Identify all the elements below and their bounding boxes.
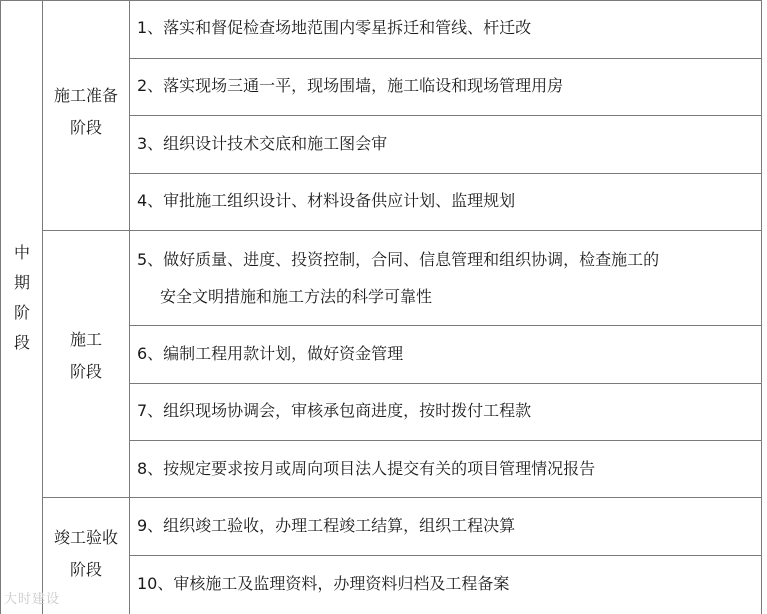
row-divider: [129, 325, 762, 326]
row-divider: [129, 115, 762, 116]
table-row-item-1: 1、落实和督促检查场地范围内零星拆迁和管线、杆迁改: [137, 18, 532, 37]
table-row-item-7: 7、组织现场协调会，审核承包商进度，按时拨付工程款: [137, 401, 532, 420]
phase-char: 期: [13, 273, 30, 292]
phase-char: 段: [13, 333, 30, 352]
stage-name-line: 阶段: [69, 118, 102, 137]
table-row-item-8: 8、按规定要求按月或周向项目法人提交有关的项目管理情况报告: [137, 459, 596, 478]
table-row-item-4: 4、审批施工组织设计、材料设备供应计划、监理规划: [137, 191, 516, 210]
stage-name-preparation: [43, 80, 129, 144]
row-divider: [129, 173, 762, 174]
phase-char: 中: [13, 243, 30, 262]
stage-name-line: 竣工验收: [53, 528, 118, 547]
phase-char: 阶: [13, 303, 30, 322]
table-row-item-10: 10、审核施工及监理资料，办理资料归档及工程备案: [137, 574, 510, 593]
table-border-top: [0, 0, 762, 1]
row-divider: [129, 58, 762, 59]
stage-name-line: 施工: [69, 330, 102, 349]
stage-name-acceptance: [43, 522, 129, 586]
table-row-item-2: 2、落实现场三通一平，现场围墙，施工临设和现场管理用房: [137, 76, 564, 95]
stage-name-construction: [43, 324, 129, 388]
table-border-right: [761, 0, 762, 614]
table-border-left: [0, 0, 1, 614]
table-row-item-5-line-2: 安全文明措施和施工方法的科学可靠性: [160, 287, 433, 306]
stage-divider-2: [42, 497, 762, 498]
phase-label: [3, 238, 41, 358]
row-divider: [129, 440, 762, 441]
stage-name-line: 阶段: [69, 560, 102, 579]
stage-divider-1: [42, 230, 762, 231]
stage-name-line: 施工准备: [53, 86, 118, 105]
row-divider: [129, 383, 762, 384]
table-row-item-5-line-1: 5、做好质量、进度、投资控制，合同、信息管理和组织协调，检查施工的: [137, 250, 660, 269]
table-row-item-9: 9、组织竣工验收，办理工程竣工结算，组织工程决算: [137, 516, 516, 535]
row-divider: [129, 555, 762, 556]
column-divider-stage: [129, 0, 130, 614]
table-row-item-6: 6、编制工程用款计划，做好资金管理: [137, 344, 404, 363]
watermark: 大时建设: [4, 592, 61, 607]
stage-name-line: 阶段: [69, 362, 102, 381]
table-row-item-3: 3、组织设计技术交底和施工图会审: [137, 134, 388, 153]
